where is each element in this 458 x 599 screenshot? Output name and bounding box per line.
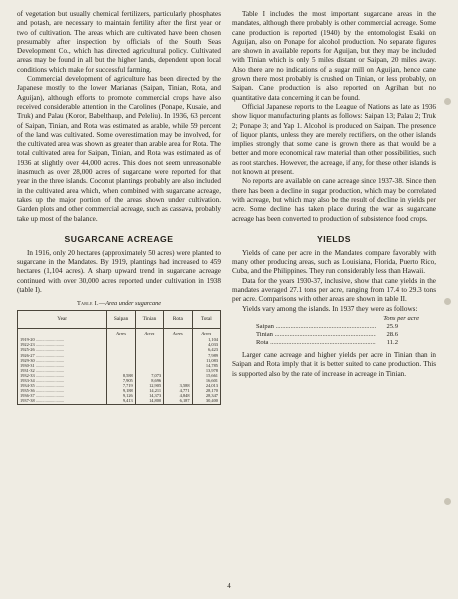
yield-value: 28.6 — [386, 330, 398, 338]
table-cell-tinian: 8,696 — [135, 378, 163, 383]
table-cell-year: 1931-32 .......................... — [18, 368, 107, 373]
table-cell-total: 11,083 — [192, 358, 220, 363]
table-cell-year: 1936-37 .......................... — [18, 393, 107, 398]
table-cell-year: 1930-31 .......................... — [18, 363, 107, 368]
paragraph-liquor-plants: Official Japanese reports to the League of Nations as late as 1936 show liquor manufacturing plants as follows: Saipan 13; Palau 2; Truk 2; Ponape 3; and Yap 1. Alcohol is produced on Saipan. The presence of liquor plants, unless they are merely rectifiers, on the other islands implies strongly that some cane is grown there as that would be a better and more economical raw material than other possibilities, such as root starches. However, the acreage, if any, for these other islands is not known at present. — [232, 102, 436, 177]
left-column — [17, 10, 221, 405]
paragraph-yields-comparison: Yields of cane per acre in the Mandates compare favorably with many other producing areas, such as Louisiana, Florida, Puerto Rico, Cuba, and the Philippines. They run considerably less than Hawaii. — [232, 248, 436, 276]
table-cell-total: 4,033 — [192, 342, 220, 347]
yield-value: 25.9 — [386, 322, 398, 330]
table-cell-year: 1937-38 .......................... — [18, 398, 107, 405]
yield-table-header: Tons per acre — [383, 314, 419, 322]
table-cell-year: 1934-35 .......................... — [18, 383, 107, 388]
table-unit-cell: Acres — [135, 329, 163, 338]
table-cell-rota: 4,848 — [164, 393, 192, 398]
table-cell-year: 1935-36 .......................... — [18, 388, 107, 393]
table-cell-total: 15,661 — [192, 373, 220, 378]
yield-island-name: Rota ..... — [256, 339, 376, 347]
table-cell-total: 7,989 — [192, 353, 220, 358]
table-cell-saipan: 7,719 — [107, 383, 135, 388]
right-column — [232, 10, 436, 379]
table-caption: Table I.—Area under sugarcane — [76, 300, 162, 308]
table-cell-total: 30,400 — [192, 398, 220, 405]
paragraph-yields-data: Data for the years 1930-37, inclusive, show that cane yields in the mandates averaged 27.1 tons per acre, ranging from 17.4 to 29.3 tons per acre. Comparisons with other areas are shown in table II. — [232, 276, 436, 304]
table-cell-saipan: 9,126 — [107, 393, 135, 398]
paragraph-table-notes: Table I includes the most important sugarcane areas in the mandates, although there probably is other commercial acreage. Some cane production is reported (1940) by the entomologist Esaki on Aguijan, also on Ponape for alcohol production. No separate figures are shown in available reports for Aguijan, but they may be included with Tinian which is only 5 miles distant or Saipan, 20 miles away. Also there are no indications of a sugar mill on Aguijan, hence cane grown there most probably is crushed on Tinian, or less probably, on Saipan. Cane production is also reported on Agrihan but no quantitative data concerning it can be found. — [232, 10, 436, 102]
yield-row — [232, 323, 436, 331]
table-header-year: Year — [18, 311, 107, 329]
table-cell-tinian: 7,073 — [135, 373, 163, 378]
yield-value: 11.2 — [386, 338, 398, 346]
table-cell-year: 1919-20 .......................... — [18, 337, 107, 342]
page-number: 4 — [227, 582, 231, 590]
paragraph-commercial-development: Commercial development of agriculture has been directed by the Japanese mostly to the lower Marianas (Saipan, Tinian, Rota, and Aguijan), although efforts to promote commercial crops have also received considerable attention in the Carolines (Ponape, Kusaie, and Truk) and Palau (Koror, Babelthaup, and Peleliu). In 1936, 63 percent of Saipan, Tinian, and Rota was estimated as arable, while 59 percent of the land was cultivated. Some overestimation may be involved, for the cultivated area was shown as greater than arable area for Rota. The total cultivated area for Saipan, Tinian, and Rota was estimated as of 1936 at slightly over 44,000 acres. This does not seem unreasonable inasmuch as over 28,000 acres of sugarcane were reported for that year in the three islands. Coconut plantings probably are also included in the cultivated area which, when combined with sugarcane acreage, takes up the major portion of the areas shown under cultivation. Garden plots and other commercial acreage, such as cassava, probably take up most of the balance. — [17, 75, 221, 223]
table-header-saipan: Saipan — [107, 311, 135, 329]
table-cell-rota: 3,588 — [164, 383, 192, 388]
punch-hole-mark — [444, 298, 451, 305]
table-cell-total: 13,978 — [192, 368, 220, 373]
punch-hole-mark — [444, 498, 451, 505]
paragraph-tinian-suitability: Larger cane acreage and higher yields per acre in Tinian than in Saipan and Rota imply that it is better suited to cane production. This is supported also by the rate of increase in acreage in Tinian. — [232, 350, 436, 378]
table-body — [18, 329, 221, 405]
punch-hole-mark — [444, 98, 451, 105]
table-cell-saipan: 9,188 — [107, 388, 135, 393]
table-unit-cell — [18, 329, 107, 338]
table-cell-total: 1,104 — [192, 337, 220, 342]
table-cell-year: 1926-27 .......................... — [18, 353, 107, 358]
yield-island-name: Tinian ..... — [256, 331, 376, 339]
section-heading-yields: YIELDS — [316, 233, 352, 244]
yield-island-name: Saipan ..... — [256, 323, 376, 331]
table-cell-year: 1932-33 .......................... — [18, 373, 107, 378]
table-unit-cell: Acres — [107, 329, 135, 338]
paragraph-yields-islands: Yields vary among the islands. In 1937 they were as follows: — [242, 304, 418, 313]
paragraph-no-reports: No reports are available on cane acreage since 1937-38. Since then there has been a decline in sugar production, which may be correlated with acreage, but which may also be the result of decline in yields per acre. Some decline has taken place during the war as sugarcane acreage has been converted to production of subsistence food crops. — [232, 177, 436, 223]
sugarcane-area-table — [17, 310, 221, 405]
table-cell-year: 1929-30 .......................... — [18, 358, 107, 363]
table-title: Area under sugarcane — [105, 300, 162, 308]
table-cell-tinian: 12,905 — [135, 383, 163, 388]
table-cell-total: 24,013 — [192, 383, 220, 388]
table-cell-tinian: 14,800 — [135, 398, 163, 405]
table-cell-rota: 4,771 — [164, 388, 192, 393]
table-cell-tinian: 14,373 — [135, 393, 163, 398]
paragraph-sugarcane-acreage: In 1916, only 20 hectares (approximately 50 acres) were planted to sugarcane in the Mandates. By 1919, plantings had increased to 459 hectares (1,104 acres). A sharp upward trend in sugarcane acreage continued with over 30,000 acres reported under cultivation in 1938 (table I). — [17, 248, 221, 295]
table-row — [18, 398, 221, 405]
table-cell-year: 1933-34 .......................... — [18, 378, 107, 383]
table-unit-cell: Acres — [192, 329, 220, 338]
table-cell-total: 28,170 — [192, 388, 220, 393]
table-cell-tinian: 14,211 — [135, 388, 163, 393]
table-header-tinian: Tinian — [135, 311, 163, 329]
island-yield-table — [232, 315, 436, 347]
table-cell-year: 1922-23 .......................... — [18, 342, 107, 347]
table-header-rota: Rota — [164, 311, 192, 329]
table-cell-total: 16,601 — [192, 378, 220, 383]
table-cell-total: 28,347 — [192, 393, 220, 398]
yield-row — [232, 331, 436, 339]
table-units-row — [18, 329, 221, 338]
table-cell-year: 1925-26 .......................... — [18, 347, 107, 352]
table-label: Table I. — [76, 300, 99, 308]
paragraph-fertility: of vegetation but usually chemical fertilizers, particularly phosphates and potash, are necessary to maintain fertility after the first year or two of cultivation. The areas which are cultivated have been chosen presumably after inspection by officials of the South Seas Development Co., which has directed agricultural policy. Cultivated areas may be found in all but the higher lands, dependent upon local conditions which make for successful farming. — [17, 10, 221, 74]
yield-row — [232, 339, 436, 347]
table-cell-saipan: 9,413 — [107, 398, 135, 405]
table-unit-cell: Acres — [164, 329, 192, 338]
table-cell-rota: 6,187 — [164, 398, 192, 405]
section-heading-sugarcane-acreage: SUGARCANE ACREAGE — [64, 233, 174, 244]
table-cell-total: 6,423 — [192, 347, 220, 352]
table-cell-total: 14,785 — [192, 363, 220, 368]
table-header-total: Total — [192, 311, 220, 329]
table-cell-saipan: 8,588 — [107, 373, 135, 378]
table-cell-saipan: 7,905 — [107, 378, 135, 383]
